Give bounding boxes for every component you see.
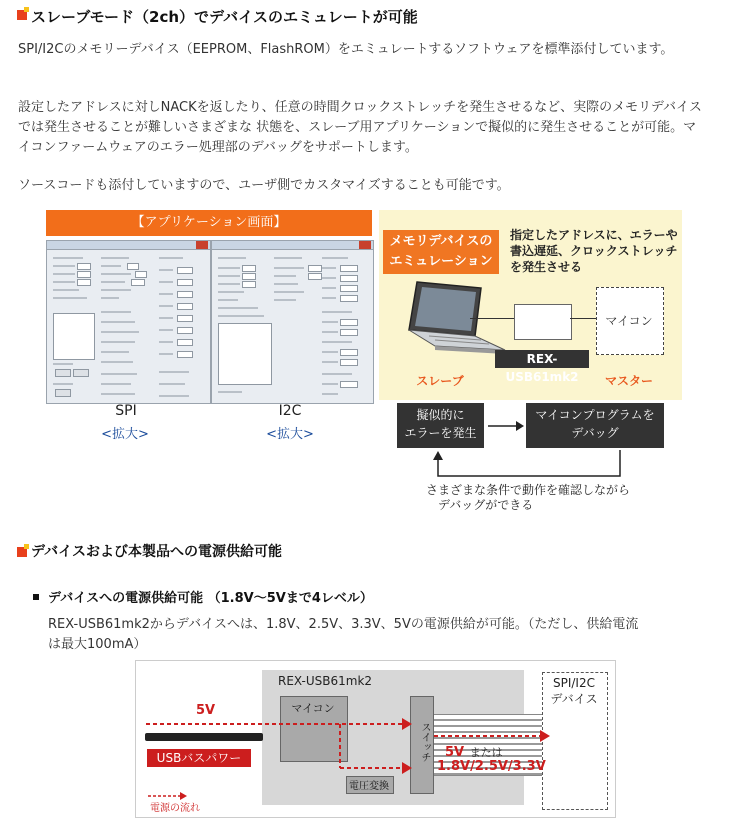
spi-caption: SPI <box>115 403 137 419</box>
power-supply-subheading: デバイスへの電源供給可能 （1.8V～5Vまで4レベル） <box>48 591 373 606</box>
emulation-desc-line1: 指定したアドレスに、エラーや <box>510 228 678 242</box>
voltages-label: 1.8V/2.5V/3.3V <box>437 759 546 774</box>
section2-heading: デバイスおよび本製品への電源供給可能 <box>31 544 283 560</box>
spi-i2c-line1: SPI/I2C <box>553 676 595 690</box>
emulation-desc-line2: 書込遅延、クロックストレッチ <box>510 244 678 258</box>
emulation-badge-line1: メモリデバイスの <box>389 234 493 249</box>
slave-label: スレーブ <box>416 374 464 388</box>
error-generation-box <box>397 403 484 448</box>
heading-marker-accent-icon <box>24 7 29 12</box>
micon-chip-label: マイコン <box>291 702 335 715</box>
or-label: または <box>469 746 503 759</box>
flow-note-line1: さまざまな条件で動作を確認しながら <box>426 483 631 497</box>
v5-output-label: 5V <box>445 745 465 760</box>
emulation-badge-line2: エミュレーション <box>389 254 493 269</box>
i2c-app-screenshot[interactable] <box>211 240 374 404</box>
emulation-desc-line3: を発生させる <box>510 260 583 274</box>
spi-enlarge-link[interactable]: <拡大> <box>101 427 149 442</box>
cable-line <box>470 318 516 319</box>
debug-box-line2: デバッグ <box>571 426 619 440</box>
rex-device-label: REX-USB61mk2 <box>278 674 373 688</box>
output-voltage-label <box>445 741 503 760</box>
switch-label: スイッチ <box>419 722 430 762</box>
flow-note <box>426 483 630 513</box>
app-panel-header: 【アプリケーション画面】 <box>46 210 372 236</box>
error-box-line2: エラーを発生 <box>404 426 477 440</box>
section1-para3: ソースコードも添付していますので、ユーザ側でカスタマイズすることも可能です。 <box>18 178 510 193</box>
emulation-description <box>510 227 678 275</box>
debug-program-box <box>526 403 664 448</box>
emulation-badge <box>383 230 499 274</box>
section2-para-line2: は最大100mA） <box>48 637 147 652</box>
cable-line-2 <box>570 318 596 319</box>
section2-para <box>48 615 708 655</box>
v5-input-label: 5V <box>196 703 216 718</box>
master-label: マスター <box>604 374 653 388</box>
flow-arrow-right-icon <box>486 418 526 434</box>
device-label: REX-USB61mk2 <box>495 350 589 368</box>
section2-para-line1: REX-USB61mk2からデバイスへは、1.8V、2.5V、3.3V、5Vの電源供給が可能。（ただし、供給電流 <box>48 617 639 632</box>
debug-box-line1: マイコンプログラムを <box>535 408 655 422</box>
i2c-caption: I2C <box>278 403 302 419</box>
spi-app-screenshot[interactable] <box>46 240 211 404</box>
spi-i2c-line2: デバイス <box>550 692 598 706</box>
section1-para1: SPI/I2Cのメモリーデバイス（EEPROM、FlashROM）をエミュレートするソフトウェアを標準添付しています。 <box>18 42 674 57</box>
feedback-loop-arrow-icon <box>428 450 628 482</box>
rex-usb61mk2-device-icon <box>514 304 572 340</box>
error-box-line1: 擬似的に <box>416 408 465 422</box>
heading2-marker-accent-icon <box>24 544 29 549</box>
i2c-enlarge-link[interactable]: <拡大> <box>266 427 314 442</box>
micon-label: マイコン <box>605 314 653 328</box>
usb-bus-power-label: USBバスパワー <box>147 749 251 767</box>
power-flow-legend: 電源の流れ <box>150 803 200 814</box>
section1-heading: スレーブモード（2ch）でデバイスのエミュレートが可能 <box>31 8 418 26</box>
section1-para2: 設定したアドレスに対しNACKを返したり、任意の時間クロックストレッチを発生させるなど、実際のメモリデバイスでは発生させることが難しいさまざまな 状態を、スレーブ用アプリケーションで擬似的に発生させることが可能。マイコンファームウェアのエラー処理部のデバッグをサポートします。 <box>18 100 702 155</box>
flow-note-line2: デバッグができる <box>438 498 534 512</box>
regulator-label: 電圧変換 <box>349 781 389 792</box>
bullet-icon <box>33 594 39 600</box>
